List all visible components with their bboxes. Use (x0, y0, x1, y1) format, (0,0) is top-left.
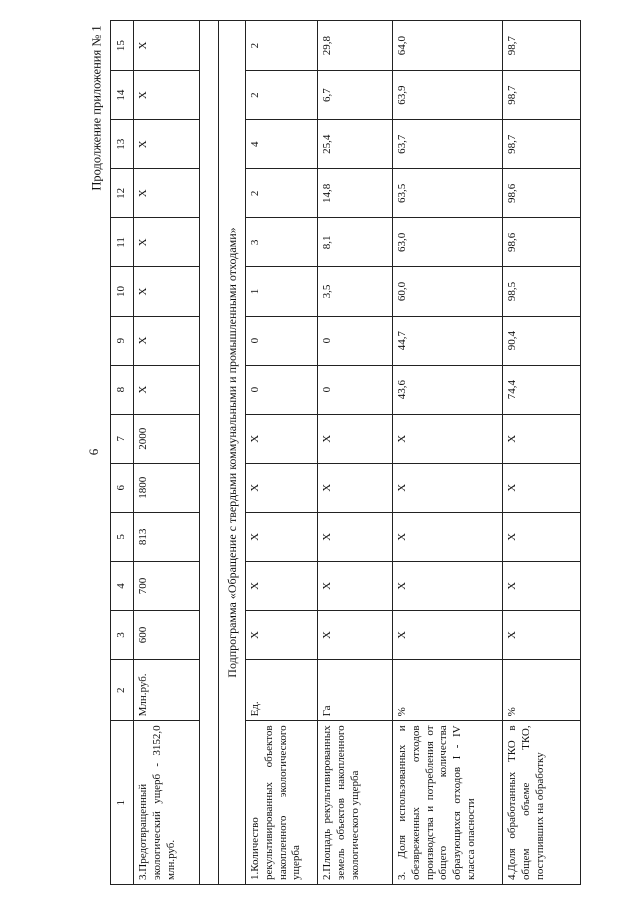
value-cell: 74,4 (503, 365, 581, 414)
col-header: 5 (111, 512, 134, 561)
table-row (246, 21, 318, 885)
col-header: 9 (111, 316, 134, 365)
value-cell: 4 (246, 120, 318, 169)
indicator-name: 2.Площадь рекультивированных земель объектов накопленного экологического ущерба (318, 721, 393, 885)
value-cell: 1800 (134, 463, 200, 512)
col-header: 13 (111, 120, 134, 169)
value-cell: X (246, 414, 318, 463)
value-cell: 600 (134, 610, 200, 659)
value-cell: X (503, 463, 581, 512)
indicator-name: 3. Доля использованных и обезвреженных отходов производства и потребления от общего количества образующихся отходов I - IV класса опасности (393, 721, 503, 885)
col-header: 10 (111, 267, 134, 316)
value-cell: 3 (246, 218, 318, 267)
col-header: 12 (111, 169, 134, 218)
table-row (318, 21, 393, 885)
value-cell: 2 (246, 169, 318, 218)
value-cell: 3,5 (318, 267, 393, 316)
value-cell: 1 (246, 267, 318, 316)
value-cell: 63,7 (393, 120, 503, 169)
value-cell: X (134, 71, 200, 120)
value-cell: 63,0 (393, 218, 503, 267)
value-cell: 6,7 (318, 71, 393, 120)
value-cell: 44,7 (393, 316, 503, 365)
value-cell: 14,8 (318, 169, 393, 218)
indicator-name: 1.Количество рекультивированных объектов накопленного экологического ущерба (246, 721, 318, 885)
value-cell: X (134, 267, 200, 316)
value-cell: 8,1 (318, 218, 393, 267)
value-cell: 98,6 (503, 218, 581, 267)
col-header: 7 (111, 414, 134, 463)
value-cell: 25,4 (318, 120, 393, 169)
value-cell: X (318, 414, 393, 463)
value-cell: 98,7 (503, 120, 581, 169)
value-cell: X (393, 463, 503, 512)
page-number: 6 (86, 448, 101, 456)
value-cell: X (503, 512, 581, 561)
spacer-row (200, 21, 219, 885)
value-cell: X (318, 512, 393, 561)
value-cell: 98,7 (503, 71, 581, 120)
value-cell: 98,6 (503, 169, 581, 218)
value-cell: X (393, 610, 503, 659)
value-cell: X (503, 414, 581, 463)
col-header: 6 (111, 463, 134, 512)
value-cell: X (246, 561, 318, 610)
value-cell: X (393, 512, 503, 561)
value-cell: X (246, 463, 318, 512)
col-header: 4 (111, 561, 134, 610)
value-cell: 90,4 (503, 316, 581, 365)
col-header: 2 (111, 660, 134, 721)
value-cell: 64,0 (393, 21, 503, 71)
indicator-unit: Млн.руб. (134, 660, 200, 721)
value-cell: X (134, 316, 200, 365)
value-cell: 60,0 (393, 267, 503, 316)
value-cell: X (393, 561, 503, 610)
appendix-title: Продолжение приложения № 1 (89, 25, 104, 191)
value-cell: 0 (318, 365, 393, 414)
table-row (393, 21, 503, 885)
subprogram-row (219, 21, 246, 885)
col-header: 1 (111, 721, 134, 885)
value-cell: 0 (246, 316, 318, 365)
table-row (503, 21, 581, 885)
indicator-unit: % (503, 660, 581, 721)
indicator-unit: Ед. (246, 660, 318, 721)
col-header: 15 (111, 21, 134, 71)
table-row (134, 21, 200, 885)
value-cell: X (134, 169, 200, 218)
value-cell: X (393, 414, 503, 463)
value-cell: X (318, 561, 393, 610)
value-cell: 2000 (134, 414, 200, 463)
value-cell: X (134, 365, 200, 414)
value-cell: X (503, 610, 581, 659)
value-cell: 98,7 (503, 21, 581, 71)
value-cell: 2 (246, 71, 318, 120)
spacer-cell (200, 21, 219, 885)
value-cell: 29,8 (318, 21, 393, 71)
value-cell: 813 (134, 512, 200, 561)
subprogram-title: Подпрограмма «Обращение с твердыми коммунальными и промышленными отходами» (219, 21, 246, 885)
value-cell: X (246, 610, 318, 659)
value-cell: X (134, 218, 200, 267)
value-cell: X (503, 561, 581, 610)
indicators-table (110, 20, 581, 885)
value-cell: 2 (246, 21, 318, 71)
value-cell: X (134, 120, 200, 169)
value-cell: 63,9 (393, 71, 503, 120)
value-cell: X (318, 463, 393, 512)
col-header: 14 (111, 71, 134, 120)
table-header-row (111, 21, 134, 885)
indicator-name: 3.Предотвращенный экологический ущерб - 3152,0 млн.руб. (134, 721, 200, 885)
value-cell: X (246, 512, 318, 561)
value-cell: 63,5 (393, 169, 503, 218)
indicator-name: 4.Доля обработанных ТКО в общем объеме ТКО, поступивших на обработку (503, 721, 581, 885)
col-header: 11 (111, 218, 134, 267)
col-header: 3 (111, 610, 134, 659)
value-cell: 98,5 (503, 267, 581, 316)
value-cell: 0 (246, 365, 318, 414)
indicator-unit: Га (318, 660, 393, 721)
value-cell: X (134, 21, 200, 71)
col-header: 8 (111, 365, 134, 414)
value-cell: 43,6 (393, 365, 503, 414)
value-cell: 0 (318, 316, 393, 365)
indicator-unit: % (393, 660, 503, 721)
value-cell: X (318, 610, 393, 659)
rotated-table-wrapper (110, 20, 585, 885)
value-cell: 700 (134, 561, 200, 610)
